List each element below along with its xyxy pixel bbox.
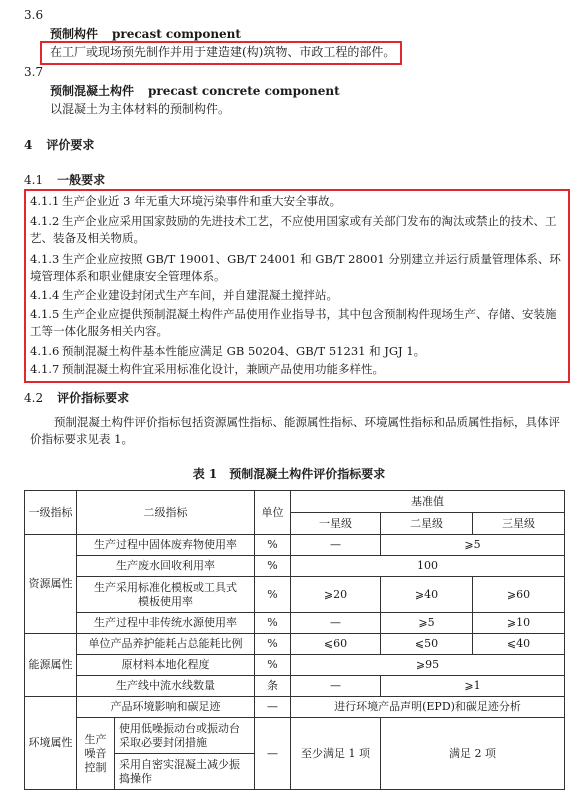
noise-measure-1: 使用低噪振动台或振动台采取必要封闭措施: [115, 718, 255, 754]
header-baseline: 基准值: [291, 491, 565, 513]
definition-3-7: 以混凝土为主体材料的预制构件。: [50, 102, 231, 116]
unit-cell: —: [255, 697, 291, 718]
grade1-cell: —: [291, 613, 381, 634]
grade2-cell: ⩽50: [381, 634, 473, 655]
item-4-1-2: 4.1.2 生产企业应采用国家鼓励的先进技术工艺，不应使用国家或有关部门发布的淘汰或禁止的技术、工艺、装备及相关物质。: [30, 214, 557, 245]
unit-cell: %: [255, 613, 291, 634]
grade1-cell: 至少满足 1 项: [291, 718, 381, 790]
clause-number-3-7: 3.7: [24, 65, 44, 79]
grade2-cell: ⩾40: [381, 577, 473, 613]
table-caption: 表 1 预制混凝土构件评价指标要求: [192, 467, 386, 481]
section-4-heading: [24, 137, 564, 154]
indicator-name: 产品环境影响和碳足迹: [77, 697, 255, 718]
grade23-cell: ⩾1: [381, 676, 565, 697]
paragraph-4-2: 预制混凝土构件评价指标包括资源属性指标、能源属性指标、环境属性指标和品质属性指标，具体评价指标要求见表 1。: [30, 415, 560, 446]
grade1-cell: —: [291, 535, 381, 556]
section-number: 4: [24, 138, 33, 152]
category-energy: 能源属性: [25, 634, 77, 697]
term-en: precast component: [112, 27, 241, 41]
grade1-cell: ⩽60: [291, 634, 381, 655]
unit-cell: —: [255, 718, 291, 790]
indicator-name: 生产过程中非传统水源使用率: [77, 613, 255, 634]
header-unit: 单位: [255, 491, 291, 535]
evaluation-table: [24, 490, 565, 790]
header-grade1: 一星级: [291, 513, 381, 535]
definition-3-6: 在工厂或现场预先制作并用于建造建(构)筑物、市政工程的部件。: [50, 45, 396, 59]
grade1-cell: —: [291, 676, 381, 697]
all-grades-cell: ⩾95: [291, 655, 565, 676]
item-4-1-3: 4.1.3 生产企业应按照 GB/T 19001、GB/T 24001 和 GB/T 28001 分别建立并运行质量管理体系、环境管理体系和职业健康安全管理体系。: [30, 252, 561, 283]
term-precast-concrete-component: [50, 83, 564, 100]
all-grades-cell: 进行环境产品声明(EPD)和碳足迹分析: [291, 697, 565, 718]
section-4-2-heading: [24, 390, 564, 407]
unit-cell: %: [255, 655, 291, 676]
unit-cell: %: [255, 535, 291, 556]
grade3-cell: ⩾60: [473, 577, 565, 613]
indicator-name: 生产采用标准化模板或工具式模板使用率: [77, 577, 255, 613]
category-resource: 资源属性: [25, 535, 77, 634]
term-en: precast concrete component: [148, 84, 340, 98]
item-4-1-7: 4.1.7 预制混凝土构件宜采用标准化设计，兼顾产品使用功能多样性。: [30, 362, 384, 376]
header-level2: 二级指标: [77, 491, 255, 535]
grade23-cell: 满足 2 项: [381, 718, 565, 790]
unit-cell: %: [255, 577, 291, 613]
unit-cell: %: [255, 556, 291, 577]
clause-number-3-6: 3.6: [24, 8, 44, 22]
indicator-name: 生产过程中固体废弃物使用率: [77, 535, 255, 556]
item-4-1-6: 4.1.6 预制混凝土构件基本性能应满足 GB 50204、GB/T 51231 和 JGJ 1。: [30, 344, 426, 358]
grade3-cell: ⩾10: [473, 613, 565, 634]
section-title: 评价要求: [46, 138, 95, 152]
unit-cell: %: [255, 634, 291, 655]
header-grade3: 三星级: [473, 513, 565, 535]
section-number: 4.1: [24, 173, 44, 187]
category-environment: 环境属性: [25, 697, 77, 790]
section-title: 一般要求: [57, 173, 106, 187]
term-zh: 预制混凝土构件: [50, 84, 135, 98]
section-title: 评价指标要求: [57, 391, 130, 405]
indicator-name: 生产废水回收利用率: [77, 556, 255, 577]
item-4-1-5: 4.1.5 生产企业应提供预制混凝土构件产品使用作业指导书，其中包含预制构件现场生产、存储、安装施工等一体化服务相关内容。: [30, 307, 557, 338]
section-4-1-heading: [24, 172, 564, 189]
indicator-name: 单位产品养护能耗占总能耗比例: [77, 634, 255, 655]
indicator-name: 原材料本地化程度: [77, 655, 255, 676]
grade23-cell: ⩾5: [381, 535, 565, 556]
noise-control-label: 生产噪音控制: [77, 718, 115, 790]
grade2-cell: ⩾5: [381, 613, 473, 634]
item-4-1-4: 4.1.4 生产企业建设封闭式生产车间，并自建混凝土搅拌站。: [30, 288, 338, 302]
grade3-cell: ⩽40: [473, 634, 565, 655]
header-level1: 一级指标: [25, 491, 77, 535]
section-number: 4.2: [24, 391, 44, 405]
header-grade2: 二星级: [381, 513, 473, 535]
noise-measure-2: 采用自密实混凝土减少振捣操作: [115, 754, 255, 790]
grade1-cell: ⩾20: [291, 577, 381, 613]
all-grades-cell: 100: [291, 556, 565, 577]
indicator-name: 生产线中流水线数量: [77, 676, 255, 697]
term-zh: 预制构件: [50, 27, 99, 41]
item-4-1-1: 4.1.1 生产企业近 3 年无重大环境污染事件和重大安全事故。: [30, 194, 342, 208]
unit-cell: 条: [255, 676, 291, 697]
